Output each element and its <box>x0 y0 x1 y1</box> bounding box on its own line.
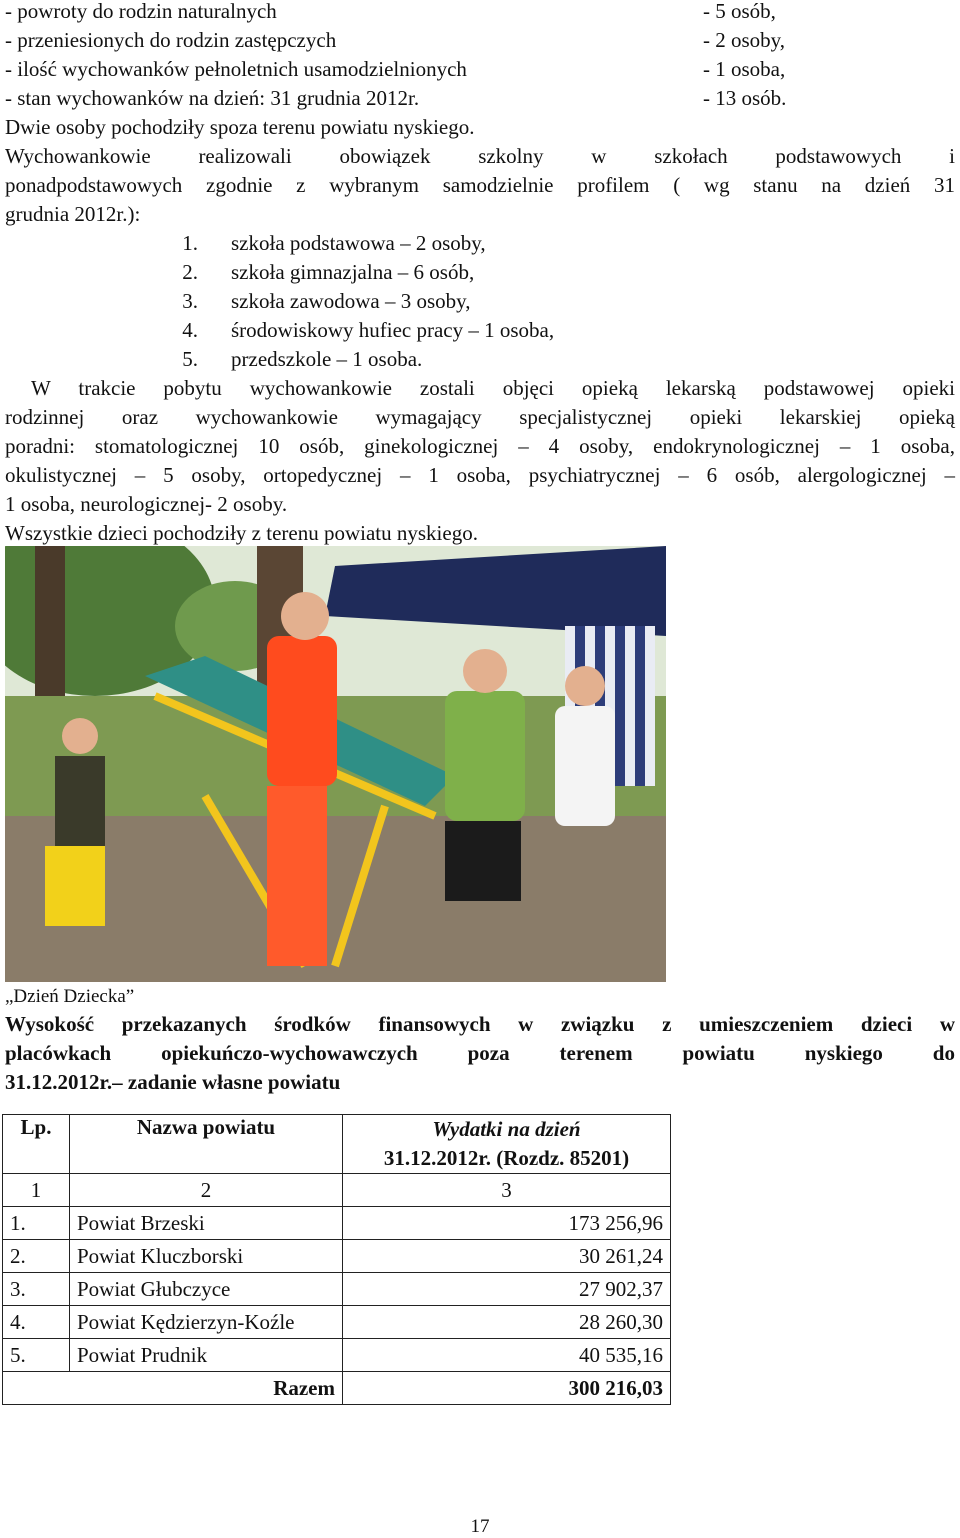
table-total-row <box>3 1372 671 1405</box>
total-label: Razem <box>3 1372 343 1405</box>
photo-child-shirt <box>55 756 105 846</box>
list-item-number: 4. <box>182 318 198 342</box>
table-row <box>3 1207 671 1240</box>
list-item: przedszkole – 1 osoba. <box>231 347 423 371</box>
row-value: 40 535,16 <box>343 1339 671 1372</box>
stat-label-adults: - ilość wychowanków pełnoletnich usamodzielnionych <box>5 57 467 81</box>
medical-paragraph-line: poradni: stomatologicznej 10 osób, ginekologicznej – 4 osoby, endokrynologicznej – 1 osoba, <box>5 434 955 458</box>
header-expense <box>343 1115 671 1174</box>
row-lp: 2. <box>3 1240 70 1273</box>
photo-child-trousers <box>45 846 105 926</box>
outside-note: Dwie osoby pochodziły spoza terenu powiatu nyskiego. <box>5 115 475 139</box>
photo-illustration <box>5 546 666 982</box>
list-item: szkoła gimnazjalna – 6 osób, <box>231 260 475 284</box>
row-name: Powiat Głubczyce <box>70 1273 343 1306</box>
medical-paragraph <box>5 374 955 490</box>
school-paragraph-line: ponadpodstawowych zgodnie z wybranym samodzielnie profilem ( wg stanu na dzień 31 <box>5 173 955 197</box>
stat-value-adults: - 1 osoba, <box>703 57 786 81</box>
finance-table <box>2 1114 671 1405</box>
photo-boy-head <box>463 649 507 693</box>
photo-paramedic-jacket <box>267 636 337 786</box>
section-heading-line: placówkach opiekuńczo-wychowawczych poza terenem powiatu nyskiego do <box>5 1041 955 1065</box>
photo-paramedic-head <box>281 592 329 640</box>
stat-label-state: - stan wychowanków na dzień: 31 grudnia 2012r. <box>5 86 420 110</box>
header-name: Nazwa powiatu <box>70 1115 343 1174</box>
list-item-number: 2. <box>182 260 198 284</box>
row-lp: 5. <box>3 1339 70 1372</box>
row-value: 30 261,24 <box>343 1240 671 1273</box>
row-value: 28 260,30 <box>343 1306 671 1339</box>
row-lp: 3. <box>3 1273 70 1306</box>
row-value: 27 902,37 <box>343 1273 671 1306</box>
medical-paragraph-line: W trakcie pobytu wychowankowie zostali objęci opieką lekarską podstawowej opieki <box>31 376 955 400</box>
row-name: Powiat Brzeski <box>70 1207 343 1240</box>
list-item: szkoła zawodowa – 3 osoby, <box>231 289 471 313</box>
photo-boy-shorts <box>445 821 521 901</box>
photo-caption: „Dzień Dziecka” <box>5 986 135 1007</box>
header-lp: Lp. <box>3 1115 70 1174</box>
row-name: Powiat Kędzierzyn-Koźle <box>70 1306 343 1339</box>
table-row <box>3 1240 671 1273</box>
photo-boy-head <box>565 666 605 706</box>
row-lp: 1. <box>3 1207 70 1240</box>
section-heading-line: Wysokość przekazanych środków finansowych w związku z umieszczeniem dzieci w <box>5 1012 955 1036</box>
photo-boy-striped-shirt <box>555 706 615 826</box>
stat-value-returns: - 5 osób, <box>703 0 776 23</box>
table-row <box>3 1273 671 1306</box>
medical-paragraph-line: rodzinnej oraz wychowankowie wymagający specjalistycznej opieki lekarskiej opieką <box>5 405 955 429</box>
all-children-note: Wszystkie dzieci pochodziły z terenu powiatu nyskiego. <box>5 521 478 545</box>
table-colnum-row <box>3 1174 671 1207</box>
list-item: środowiskowy hufiec pracy – 1 osoba, <box>231 318 555 342</box>
list-item-number: 1. <box>182 231 198 255</box>
school-paragraph-line: grudnia 2012r.): <box>5 202 141 226</box>
table-row <box>3 1306 671 1339</box>
total-value: 300 216,03 <box>343 1372 671 1405</box>
section-heading <box>5 1010 955 1068</box>
stat-label-returns: - powroty do rodzin naturalnych <box>5 0 277 23</box>
medical-paragraph-line: 1 osoba, neurologicznej- 2 osoby. <box>5 492 288 516</box>
table-header-row <box>3 1115 671 1174</box>
colnum-cell: 1 <box>3 1174 70 1207</box>
stat-value-foster: - 2 osoby, <box>703 28 786 52</box>
medical-paragraph-line: okulistycznej – 5 osoby, ortopedycznej – 1 osoba, psychiatrycznej – 6 osób, alergologicznej – <box>5 463 955 487</box>
photo-boy-green-shirt <box>445 691 525 821</box>
stat-value-state: - 13 osób. <box>703 86 787 110</box>
colnum-cell: 3 <box>343 1174 671 1207</box>
row-name: Powiat Kluczborski <box>70 1240 343 1273</box>
list-item: szkoła podstawowa – 2 osoby, <box>231 231 486 255</box>
table-row <box>3 1339 671 1372</box>
list-item-number: 3. <box>182 289 198 313</box>
row-value: 173 256,96 <box>343 1207 671 1240</box>
school-paragraph <box>5 142 955 200</box>
photo-paramedic-trousers <box>267 786 327 966</box>
stat-label-foster: - przeniesionych do rodzin zastępczych <box>5 28 337 52</box>
row-name: Powiat Prudnik <box>70 1339 343 1372</box>
section-heading-line: 31.12.2012r.– zadanie własne powiatu <box>5 1070 341 1094</box>
photo-child-head <box>62 718 98 754</box>
childrens-day-photo <box>5 546 666 982</box>
list-item-number: 5. <box>182 347 198 371</box>
colnum-cell: 2 <box>70 1174 343 1207</box>
page-number: 17 <box>470 1516 490 1537</box>
school-paragraph-line: Wychowankowie realizowali obowiązek szkolny w szkołach podstawowych i <box>5 144 955 168</box>
row-lp: 4. <box>3 1306 70 1339</box>
header-expense-line1: Wydatki na dzień <box>432 1117 581 1141</box>
header-expense-line2: 31.12.2012r. (Rozdz. 85201) <box>383 1146 630 1170</box>
